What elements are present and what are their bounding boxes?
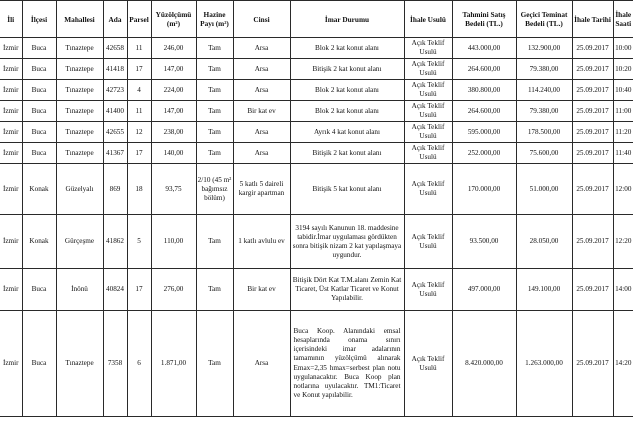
table-row	[0, 311, 633, 417]
cell-il: İzmir	[0, 143, 22, 164]
cell-hazine-payi: Tam	[196, 215, 233, 269]
cell-ihale-usulu: Açık Teklif Usulü	[404, 59, 452, 80]
cell-imar-durumu: Buca Koop. Alanındaki emsal hesaplarında onama sınırı içerisindeki imar adalarının tamamının yüzölçümü alınarak Emax=2,35 hmax=serbest plan notu uygulanacaktır. Buca Koop plan notlarına uyulacaktır. TM1:Ticaret ve Konut yapılabilir.	[290, 311, 404, 417]
cell-cinsi: 5 katlı 5 daireli kargir apartman	[233, 164, 290, 215]
cell-tahmini-bedel: 252.000,00	[452, 143, 516, 164]
cell-ihale-tarihi: 25.09.2017	[572, 80, 613, 101]
cell-mahalle: Tınaztepe	[56, 80, 103, 101]
cell-yuzolcumu: 147,00	[151, 101, 196, 122]
cell-il: İzmir	[0, 269, 22, 311]
cell-imar-durumu: Ayrık 4 kat konut alanı	[290, 122, 404, 143]
header-tahmini-bedel: Tahmini Satış Bedeli (TL.)	[452, 1, 516, 38]
cell-ihale-saati: 11:40	[613, 143, 633, 164]
cell-parsel: 11	[127, 38, 151, 59]
cell-hazine-payi: Tam	[196, 269, 233, 311]
cell-parsel: 18	[127, 164, 151, 215]
cell-ada: 40824	[103, 269, 127, 311]
cell-mahalle: İnönü	[56, 269, 103, 311]
header-cinsi: Cinsi	[233, 1, 290, 38]
cell-hazine-payi: Tam	[196, 122, 233, 143]
cell-ada: 7358	[103, 311, 127, 417]
cell-tahmini-bedel: 264.600,00	[452, 101, 516, 122]
table-row	[0, 164, 633, 215]
cell-ada: 41862	[103, 215, 127, 269]
cell-parsel: 6	[127, 311, 151, 417]
cell-mahalle: Gürçeşme	[56, 215, 103, 269]
cell-tahmini-bedel: 170.000,00	[452, 164, 516, 215]
cell-ihale-tarihi: 25.09.2017	[572, 122, 613, 143]
cell-parsel: 17	[127, 269, 151, 311]
cell-ihale-tarihi: 25.09.2017	[572, 143, 613, 164]
header-parsel: Parsel	[127, 1, 151, 38]
table-row	[0, 143, 633, 164]
cell-cinsi: Arsa	[233, 143, 290, 164]
cell-ihale-usulu: Açık Teklif Usulü	[404, 269, 452, 311]
cell-mahalle: Tınaztepe	[56, 59, 103, 80]
cell-ihale-usulu: Açık Teklif Usulü	[404, 143, 452, 164]
cell-ihale-usulu: Açık Teklif Usulü	[404, 164, 452, 215]
cell-imar-durumu: Blok 2 kat konut alanı	[290, 101, 404, 122]
table-row	[0, 215, 633, 269]
cell-ihale-saati: 14:20	[613, 311, 633, 417]
cell-ada: 41400	[103, 101, 127, 122]
cell-hazine-payi: 2/10 (45 m² bağımsız bölüm)	[196, 164, 233, 215]
cell-ihale-tarihi: 25.09.2017	[572, 38, 613, 59]
cell-ihale-saati: 14:00	[613, 269, 633, 311]
cell-mahalle: Tınaztepe	[56, 38, 103, 59]
cell-tahmini-bedel: 380.800,00	[452, 80, 516, 101]
cell-ihale-usulu: Açık Teklif Usulü	[404, 101, 452, 122]
cell-cinsi: Arsa	[233, 122, 290, 143]
cell-yuzolcumu: 238,00	[151, 122, 196, 143]
cell-ilce: Buca	[22, 122, 56, 143]
table-row	[0, 101, 633, 122]
cell-il: İzmir	[0, 164, 22, 215]
cell-tahmini-bedel: 93.500,00	[452, 215, 516, 269]
cell-il: İzmir	[0, 122, 22, 143]
cell-imar-durumu: Blok 2 kat konut alanı	[290, 80, 404, 101]
cell-il: İzmir	[0, 215, 22, 269]
header-il: İli	[0, 1, 22, 38]
cell-hazine-payi: Tam	[196, 143, 233, 164]
cell-yuzolcumu: 110,00	[151, 215, 196, 269]
cell-hazine-payi: Tam	[196, 80, 233, 101]
header-ilce: İlçesi	[22, 1, 56, 38]
cell-tahmini-bedel: 264.600,00	[452, 59, 516, 80]
cell-hazine-payi: Tam	[196, 101, 233, 122]
header-yuzolcumu: Yüzölçümü (m²)	[151, 1, 196, 38]
cell-ihale-saati: 12:00	[613, 164, 633, 215]
header-mahalle: Mahallesi	[56, 1, 103, 38]
cell-ilce: Buca	[22, 101, 56, 122]
cell-cinsi: Arsa	[233, 38, 290, 59]
cell-ada: 869	[103, 164, 127, 215]
table-row	[0, 122, 633, 143]
cell-ihale-saati: 10:40	[613, 80, 633, 101]
cell-parsel: 5	[127, 215, 151, 269]
cell-parsel: 17	[127, 59, 151, 80]
cell-gecici-teminat: 132.900,00	[516, 38, 572, 59]
cell-il: İzmir	[0, 38, 22, 59]
cell-ilce: Buca	[22, 311, 56, 417]
cell-yuzolcumu: 93,75	[151, 164, 196, 215]
cell-tahmini-bedel: 497.000,00	[452, 269, 516, 311]
cell-ihale-tarihi: 25.09.2017	[572, 311, 613, 417]
cell-yuzolcumu: 147,00	[151, 59, 196, 80]
header-hazine-payi: Hazine Payı (m²)	[196, 1, 233, 38]
cell-cinsi: 1 katlı avlulu ev	[233, 215, 290, 269]
cell-il: İzmir	[0, 59, 22, 80]
cell-ihale-tarihi: 25.09.2017	[572, 164, 613, 215]
cell-gecici-teminat: 1.263.000,00	[516, 311, 572, 417]
cell-imar-durumu: Bitişik 2 kat konut alanı	[290, 59, 404, 80]
cell-imar-durumu: Blok 2 kat konut alanı	[290, 38, 404, 59]
cell-gecici-teminat: 79.380,00	[516, 101, 572, 122]
cell-imar-durumu: Bitişik 5 kat konut alanı	[290, 164, 404, 215]
cell-ada: 41418	[103, 59, 127, 80]
cell-imar-durumu: Bitişik Dört Kat T.M.alanı Zemin Kat Ticaret, Üst Katlar Ticaret ve Konut Yapılabilir.	[290, 269, 404, 311]
cell-ilce: Buca	[22, 269, 56, 311]
cell-ihale-usulu: Açık Teklif Usulü	[404, 38, 452, 59]
table-row	[0, 59, 633, 80]
cell-ihale-tarihi: 25.09.2017	[572, 101, 613, 122]
cell-mahalle: Tınaztepe	[56, 122, 103, 143]
cell-ihale-usulu: Açık Teklif Usulü	[404, 80, 452, 101]
cell-ilce: Konak	[22, 164, 56, 215]
cell-hazine-payi: Tam	[196, 311, 233, 417]
cell-ilce: Buca	[22, 143, 56, 164]
cell-ilce: Buca	[22, 38, 56, 59]
cell-ada: 41367	[103, 143, 127, 164]
cell-mahalle: Tınaztepe	[56, 311, 103, 417]
cell-ihale-tarihi: 25.09.2017	[572, 269, 613, 311]
cell-gecici-teminat: 28.050,00	[516, 215, 572, 269]
cell-tahmini-bedel: 595.000,00	[452, 122, 516, 143]
cell-tahmini-bedel: 443.000,00	[452, 38, 516, 59]
cell-imar-durumu: Bitişik 2 kat konut alanı	[290, 143, 404, 164]
header-row	[0, 1, 633, 38]
cell-yuzolcumu: 276,00	[151, 269, 196, 311]
header-ada: Ada	[103, 1, 127, 38]
cell-cinsi: Arsa	[233, 59, 290, 80]
cell-ihale-saati: 10:20	[613, 59, 633, 80]
cell-cinsi: Arsa	[233, 311, 290, 417]
cell-cinsi: Bir kat ev	[233, 101, 290, 122]
cell-ilce: Konak	[22, 215, 56, 269]
cell-imar-durumu: 3194 sayılı Kanunun 18. maddesine tabidir.İmar uygulaması gördükten sonra bitişik nizam 2 kat yapılaşmaya uygundur.	[290, 215, 404, 269]
cell-gecici-teminat: 79.380,00	[516, 59, 572, 80]
table-row	[0, 269, 633, 311]
cell-cinsi: Bir kat ev	[233, 269, 290, 311]
cell-ilce: Buca	[22, 80, 56, 101]
cell-parsel: 4	[127, 80, 151, 101]
cell-gecici-teminat: 178.500,00	[516, 122, 572, 143]
cell-ada: 42723	[103, 80, 127, 101]
cell-yuzolcumu: 1.871,00	[151, 311, 196, 417]
cell-ihale-usulu: Açık Teklif Usulü	[404, 215, 452, 269]
cell-ihale-usulu: Açık Teklif Usulü	[404, 122, 452, 143]
cell-mahalle: Tınaztepe	[56, 101, 103, 122]
cell-parsel: 17	[127, 143, 151, 164]
header-imar-durumu: İmar Durumu	[290, 1, 404, 38]
cell-parsel: 12	[127, 122, 151, 143]
cell-ilce: Buca	[22, 59, 56, 80]
cell-il: İzmir	[0, 311, 22, 417]
cell-cinsi: Arsa	[233, 80, 290, 101]
cell-hazine-payi: Tam	[196, 59, 233, 80]
cell-ihale-usulu: Açık Teklif Usulü	[404, 311, 452, 417]
cell-ada: 42655	[103, 122, 127, 143]
cell-ihale-saati: 12:20	[613, 215, 633, 269]
header-ihale-tarihi: İhale Tarihi	[572, 1, 613, 38]
cell-mahalle: Güzelyalı	[56, 164, 103, 215]
cell-gecici-teminat: 75.600,00	[516, 143, 572, 164]
table-row	[0, 38, 633, 59]
header-ihale-saati: İhale Saati	[613, 1, 633, 38]
cell-gecici-teminat: 51.000,00	[516, 164, 572, 215]
header-ihale-usulu: İhale Usulü	[404, 1, 452, 38]
cell-gecici-teminat: 114.240,00	[516, 80, 572, 101]
cell-parsel: 11	[127, 101, 151, 122]
cell-gecici-teminat: 149.100,00	[516, 269, 572, 311]
cell-il: İzmir	[0, 80, 22, 101]
cell-ihale-saati: 11:00	[613, 101, 633, 122]
cell-yuzolcumu: 140,00	[151, 143, 196, 164]
header-gecici-teminat: Geçici Teminat Bedeli (TL.)	[516, 1, 572, 38]
cell-tahmini-bedel: 8.420.000,00	[452, 311, 516, 417]
cell-il: İzmir	[0, 101, 22, 122]
cell-mahalle: Tınaztepe	[56, 143, 103, 164]
cell-hazine-payi: Tam	[196, 38, 233, 59]
cell-yuzolcumu: 224,00	[151, 80, 196, 101]
table-row	[0, 80, 633, 101]
cell-yuzolcumu: 246,00	[151, 38, 196, 59]
cell-ihale-tarihi: 25.09.2017	[572, 215, 613, 269]
cell-ihale-saati: 10:00	[613, 38, 633, 59]
cell-ada: 42658	[103, 38, 127, 59]
cell-ihale-tarihi: 25.09.2017	[572, 59, 613, 80]
cell-ihale-saati: 11:20	[613, 122, 633, 143]
